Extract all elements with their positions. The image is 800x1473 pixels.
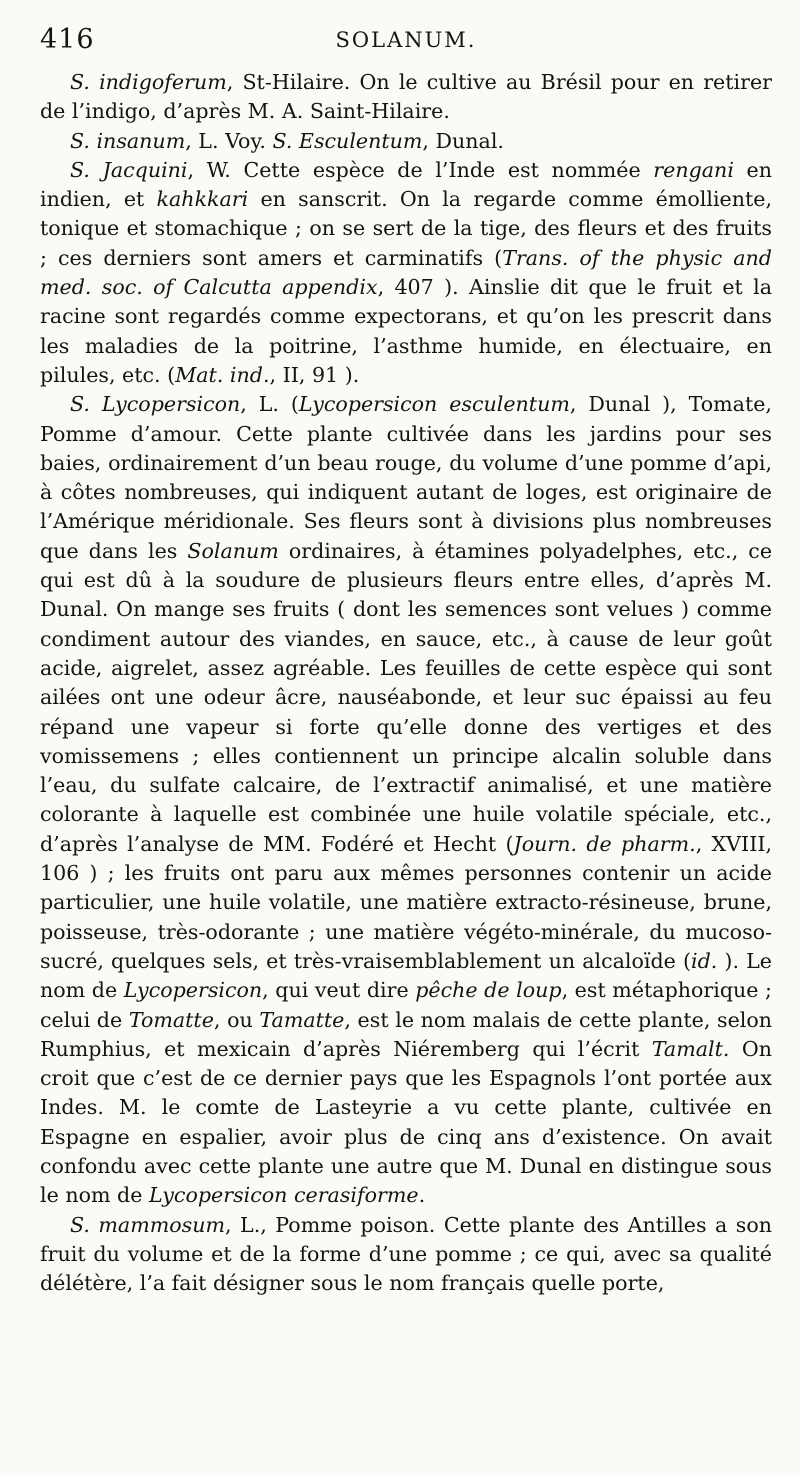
italic-text: Lycopersicon bbox=[123, 978, 263, 1003]
text-run: , L., Pomme poison. Cette plante des Antilles a son fruit du volume et de la forme d’une pomme ; ce qui, avec sa qualité délétère, l’a fait désigner sous le nom français quelle porte, bbox=[40, 1212, 772, 1296]
italic-text: Tamalt. bbox=[651, 1036, 730, 1061]
page-header bbox=[40, 24, 772, 68]
italic-text: S. insanum bbox=[70, 128, 186, 153]
text-run: , L. Voy. bbox=[185, 128, 273, 153]
text-run: On croit que c’est de ce dernier pays que les Espagnols l’ont portée aux Indes. M. le comte de Lasteyrie a vu cette plante, cultivée en Espagne en espalier, avoir plus de cinq ans d’existence. On avait confondu avec cette plante une autre que M. Dunal en distingue sous le nom de bbox=[40, 1036, 772, 1208]
paragraph bbox=[40, 390, 772, 1210]
italic-text: Solanum bbox=[187, 538, 279, 563]
italic-text: S. indigoferum bbox=[70, 70, 227, 94]
italic-text: Lycopersicon esculentum bbox=[298, 392, 570, 417]
text-run: , est métaphorique ; celui de bbox=[40, 978, 772, 1032]
italic-text: S. Lycopersicon bbox=[70, 392, 241, 417]
text-run: , St-Hilaire. On le cultive au Brésil pour en retirer de l’indigo, d’après M. A. Saint-Hilaire. bbox=[40, 70, 772, 124]
italic-text: Journ. de pharm. bbox=[513, 831, 696, 856]
italic-text: Tamatte bbox=[259, 1007, 345, 1032]
italic-text: kahkkari bbox=[156, 187, 249, 212]
paragraph bbox=[40, 156, 772, 390]
italic-text: S. Jacquini bbox=[70, 157, 188, 182]
italic-text: S. Esculentum bbox=[272, 128, 423, 153]
text-run: , 407 ). Ainslie dit que le fruit et la racine sont regardés comme expectorans, et qu’on les prescrit dans les maladies de la poitrine, l’asthme humide, en électuaire, en pilules, etc. ( bbox=[40, 275, 772, 387]
text-run: ). Le nom de bbox=[40, 948, 772, 1003]
italic-text: pêche de loup bbox=[415, 978, 562, 1003]
text-run: , est le nom malais de cette plante, selon Rumphius, et mexicain d’après Niéremberg qui l’écrit bbox=[40, 1007, 773, 1061]
italic-text: Tomatte bbox=[128, 1007, 214, 1032]
text-run: en indien, et bbox=[40, 157, 773, 212]
paragraph bbox=[40, 68, 772, 127]
text-run: . bbox=[418, 1183, 426, 1208]
text-run: , W. Cette espèce de l’Inde est nommée bbox=[187, 157, 654, 182]
page-number: 416 bbox=[40, 24, 95, 55]
paragraph bbox=[40, 1211, 772, 1299]
running-title: SOLANUM. bbox=[335, 28, 477, 52]
text-run: , XVIII, 106 ) ; les fruits ont paru aux mêmes personnes contenir un acide particulier, une huile volatile, une matière extracto-résineuse, brune, poisseuse, très-odorante ; une matière végéto-minérale, du mucoso-sucré, quelques sels, et très-vraisemblablement un alcaloïde ( bbox=[40, 831, 773, 973]
body-text bbox=[40, 68, 772, 1298]
italic-text: Lycopersicon cerasiforme bbox=[148, 1183, 419, 1208]
paragraph bbox=[40, 127, 772, 156]
text-run: , Dunal ), Tomate, Pomme d’amour. Cette plante cultivée dans les jardins pour ses baies, ordinairement d’un beau rouge, du volume d’une pomme d’api, à côtes nombreuses, qui indiquent autant de loges, est originaire de l’Amérique méridionale. Ses fleurs sont à divisions plus nombreuses que dans les bbox=[40, 392, 772, 563]
text-run: , Dunal. bbox=[422, 128, 504, 153]
italic-text: Trans. of the physic and med. soc. of Calcutta appendix bbox=[40, 245, 772, 300]
italic-text: rengani bbox=[653, 157, 734, 182]
text-run: en sanscrit. On la regarde comme émolliente, tonique et stomachique ; on se sert de la tige, des fleurs et des fruits ; ces derniers sont amers et carminatifs ( bbox=[40, 187, 772, 270]
italic-text: Mat. ind. bbox=[175, 362, 270, 387]
italic-text: S. mammosum bbox=[70, 1212, 226, 1237]
text-run: , ou bbox=[213, 1007, 260, 1032]
text-run: , L. ( bbox=[240, 392, 299, 417]
italic-text: id. bbox=[690, 948, 718, 973]
text-run: , II, 91 ). bbox=[269, 362, 360, 387]
text-run: , qui veut dire bbox=[262, 978, 416, 1003]
text-run: ordinaires, à étamines polyadelphes, etc., ce qui est dû à la soudure de plusieurs fleurs entre elles, d’après M. Dunal. On mange ses fruits ( dont les semences sont velues ) comme condiment autour des viandes, en sauce, etc., à cause de leur goût acide, aigrelet, assez agréable. Les feuilles de cette espèce qui sont ailées ont une odeur âcre, nauséabonde, et leur suc épaissi au feu répand une vapeur si forte qu’elle donne des vertiges et des vomissemens ; elles contiennent un principe alcalin soluble dans l’eau, du sulfate calcaire, de l’extractif animalisé, et une matière colorante à laquelle est combinée une huile volatile spéciale, etc., d’après l’analyse de MM. Fodéré et Hecht ( bbox=[40, 538, 773, 856]
